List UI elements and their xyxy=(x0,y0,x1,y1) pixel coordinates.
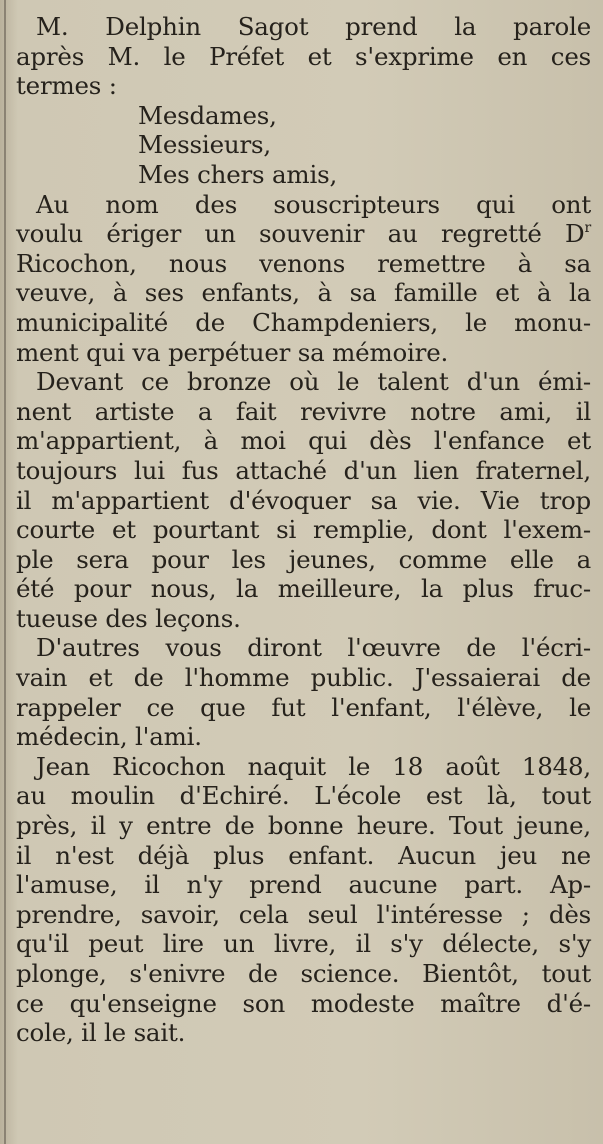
text-line xyxy=(16,219,591,249)
salutation-line: Mesdames, xyxy=(138,100,277,130)
text-line: il m'appartient d'évoquer sa vie. Vie trop xyxy=(16,485,591,515)
text-line: il n'est déjà plus enfant. Aucun jeu ne xyxy=(16,840,591,870)
paragraph-2 xyxy=(16,367,591,633)
text-line: D'autres vous diront l'œuvre de l'écri- xyxy=(36,633,591,663)
text-line: ment qui va perpétuer sa mémoire. xyxy=(16,337,449,367)
text-line: au moulin d'Echiré. L'école est là, tout xyxy=(16,781,591,811)
text-line: termes : xyxy=(16,71,117,101)
text-line: Au nom des souscripteurs qui ont xyxy=(36,189,591,219)
text-line: ce qu'enseigne son modeste maître d'é- xyxy=(16,988,591,1018)
salutation-line: Messieurs, xyxy=(138,130,271,160)
text-line: été pour nous, la meilleure, la plus fruc- xyxy=(16,574,591,604)
text-line: médecin, l'ami. xyxy=(16,722,202,752)
text-line: qu'il peut lire un livre, il s'y délecte, s'y xyxy=(16,929,591,959)
text-fragment: voulu ériger un souvenir au regretté D xyxy=(16,219,585,249)
column-rule xyxy=(4,0,6,1144)
text-line: Jean Ricochon naquit le 18 août 1848, xyxy=(36,751,591,781)
salutation-line: Mes chers amis, xyxy=(138,159,338,189)
text-line: prendre, savoir, cela seul l'intéresse ; dès xyxy=(16,899,591,929)
salutations xyxy=(16,101,591,190)
text-line: l'amuse, il n'y prend aucune part. Ap- xyxy=(16,870,591,900)
text-line: près, il y entre de bonne heure. Tout jeune, xyxy=(16,811,591,841)
text-line: tueuse des leçons. xyxy=(16,603,241,633)
text-line: municipalité de Champdeniers, le monu- xyxy=(16,307,591,337)
paragraph-4 xyxy=(16,752,591,1048)
paragraph-3 xyxy=(16,633,591,751)
text-line: vain et de l'homme public. J'essaierai de xyxy=(16,663,591,693)
text-line: nent artiste a fait revivre notre ami, il xyxy=(16,396,591,426)
text-line: ple sera pour les jeunes, comme elle a xyxy=(16,544,591,574)
text-line: veuve, à ses enfants, à sa famille et à la xyxy=(16,278,591,308)
text-line: m'appartient, à moi qui dès l'enfance et xyxy=(16,426,591,456)
text-line: plonge, s'enivre de science. Bientôt, tout xyxy=(16,959,591,988)
text-line: après M. le Préfet et s'exprime en ces xyxy=(16,41,591,71)
text-line: Devant ce bronze où le talent d'un émi- xyxy=(36,367,591,397)
intro-paragraph xyxy=(16,12,591,101)
text-line: cole, il le sait. xyxy=(16,1018,186,1048)
superscript: r xyxy=(584,220,591,237)
text-line: M. Delphin Sagot prend la parole xyxy=(36,12,591,41)
text-line: rappeler ce que fut l'enfant, l'élève, le xyxy=(16,692,591,722)
text-line: Ricochon, nous venons remettre à sa xyxy=(16,248,591,278)
text-line: courte et pourtant si remplie, dont l'exem- xyxy=(16,515,591,545)
paragraph-1 xyxy=(16,190,591,368)
text-line: toujours lui fus attaché d'un lien fraternel, xyxy=(16,455,591,485)
article-text xyxy=(16,12,591,1048)
